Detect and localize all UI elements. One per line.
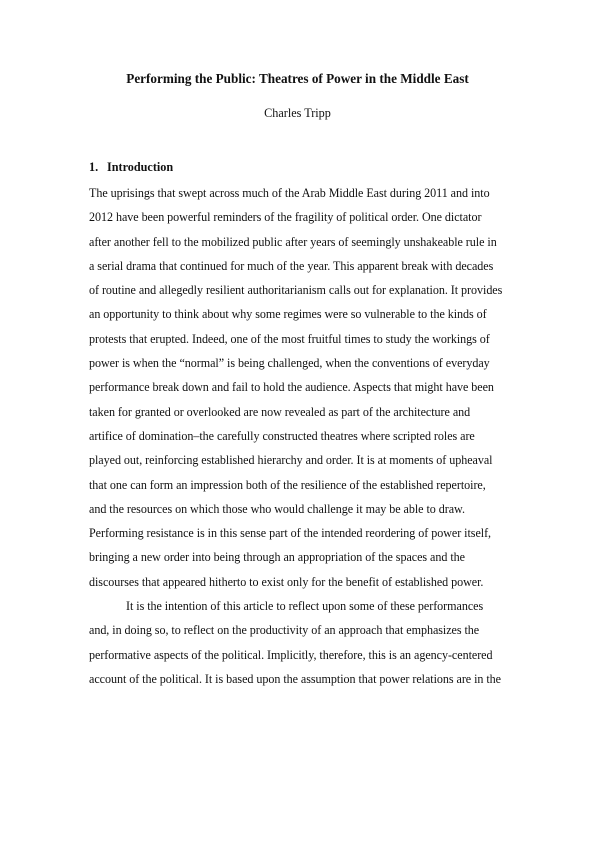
- text-line: performative aspects of the political. Implicitly, therefore, this is an agency-centered: [89, 647, 493, 662]
- text-line: power is when the “normal” is being challenged, when the conventions of everyday: [89, 356, 490, 371]
- section-title: Introduction: [107, 160, 174, 174]
- text-line: a serial drama that continued for much of the year. This apparent break with decades: [89, 258, 494, 273]
- text-line: after another fell to the mobilized public after years of seemingly unshakeable rule in: [89, 234, 497, 249]
- text-line: played out, reinforcing established hierarchy and order. It is at moments of upheaval: [89, 453, 493, 468]
- text-line: artifice of domination–the carefully constructed theatres where scripted roles are: [89, 428, 475, 443]
- section-heading: [89, 160, 173, 175]
- text-line: taken for granted or overlooked are now revealed as part of the architecture and: [89, 404, 471, 419]
- text-line: It is the intention of this article to reflect upon some of these performances: [126, 599, 484, 614]
- text-line: discourses that appeared hitherto to exist only for the benefit of established power.: [89, 574, 484, 589]
- body-text: [89, 181, 509, 691]
- paper-title: Performing the Public: Theatres of Power in the Middle East: [126, 71, 469, 86]
- paragraph-1: [89, 181, 509, 594]
- text-line: of routine and allegedly resilient authoritarianism calls out for explanation. It provides: [89, 283, 503, 298]
- text-line: and the resources on which those who would challenge it may be able to draw.: [89, 501, 465, 516]
- section-number: 1.: [89, 160, 99, 174]
- text-line: bringing a new order into being through an appropriation of the spaces and the: [89, 550, 465, 565]
- text-line: Performing resistance is in this sense part of the intended reordering of power itself,: [89, 526, 492, 541]
- text-line: that one can form an impression both of the resilience of the established repertoire,: [89, 477, 486, 492]
- text-line: 2012 have been powerful reminders of the fragility of political order. One dictator: [89, 210, 482, 225]
- text-line: and, in doing so, to reflect on the productivity of an approach that emphasizes the: [89, 623, 480, 638]
- text-line: The uprisings that swept across much of the Arab Middle East during 2011 and into: [89, 186, 490, 200]
- text-line: protests that erupted. Indeed, one of the most fruitful times to study the workings of: [89, 331, 490, 346]
- text-line: account of the political. It is based upon the assumption that power relations are in the: [89, 671, 502, 686]
- text-line: performance break down and fail to hold the audience. Aspects that might have been: [89, 380, 494, 395]
- author-name: Charles Tripp: [264, 106, 331, 120]
- paragraph-2: [89, 594, 509, 691]
- text-line: an opportunity to think about why some regimes were so vulnerable to the kinds of: [89, 307, 487, 322]
